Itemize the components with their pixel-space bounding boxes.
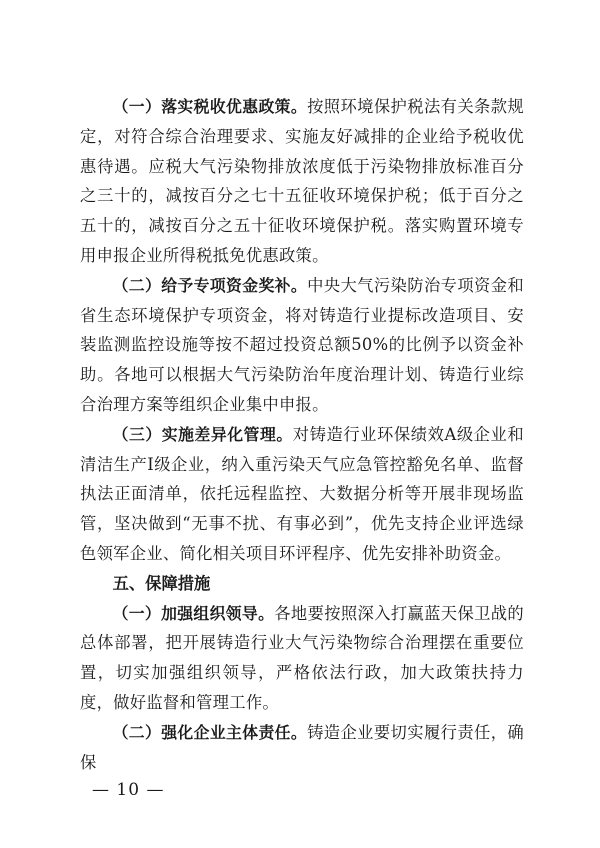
section-heading: 五、保障措施 [112,573,211,593]
paragraph-lead: （一）加强组织领导。 [112,603,275,623]
paragraph-text: 对铸造行业环保绩效A级企业和清洁生产I级企业，纳入重污染天气应急管控豁免名单、监督执法正面清单，依托远程监控、大数据分析等开展非现场监管，坚决做到“无事不扰、有事必到”，优先支持企业评选绿色领军企业、简化相关项目环评程序、优先安排补助资金。 [80,424,524,563]
paragraph-lead: （二）强化企业主体责任。 [112,722,308,742]
paragraph-enterprise-responsibility [80,718,524,778]
paragraph-text: 按照环境保护税法有关条款规定，对符合综合治理要求、实施友好减排的企业给予税收优惠待遇。应税大气污染物排放浓度低于污染物排放标准百分之三十的，减按百分之七十五征收环境保护税；低于百分之五十的，减按百分之五十征收环境保护税。落实购置环境专用申报企业所得税抵免优惠政策。 [80,97,524,265]
paragraph-text: 各地要按照深入打赢蓝天保卫战的总体部署，把开展铸造行业大气污染物综合治理摆在重要位置，切实加强组织领导，严格依法行政，加大政策扶持力度，做好监督和管理工作。 [80,603,524,712]
document-body [80,92,524,777]
paragraph-text: 铸造企业要切实履行责任，确保 [80,722,524,772]
page-number: — 10 — [92,780,165,800]
paragraph-organizational-leadership [80,599,524,718]
paragraph-differentiated-management [80,420,524,569]
paragraph-lead: （二）给予专项资金奖补。 [112,275,308,295]
paragraph-text: 中央大气污染防治专项资金和省生态环境保护专项资金，将对铸造行业提标改造项目、安装监测监控设施等按不超过投资总额50%的比例予以资金补助。各地可以根据大气污染防治年度治理计划、铸造行业综合治理方案等组织企业集中申报。 [80,275,524,414]
paragraph-tax-incentives [80,92,524,271]
paragraph-lead: （一）落实税收优惠政策。 [112,97,308,116]
paragraph-lead: （三）实施差异化管理。 [112,424,293,444]
paragraph-special-funds [80,271,524,420]
